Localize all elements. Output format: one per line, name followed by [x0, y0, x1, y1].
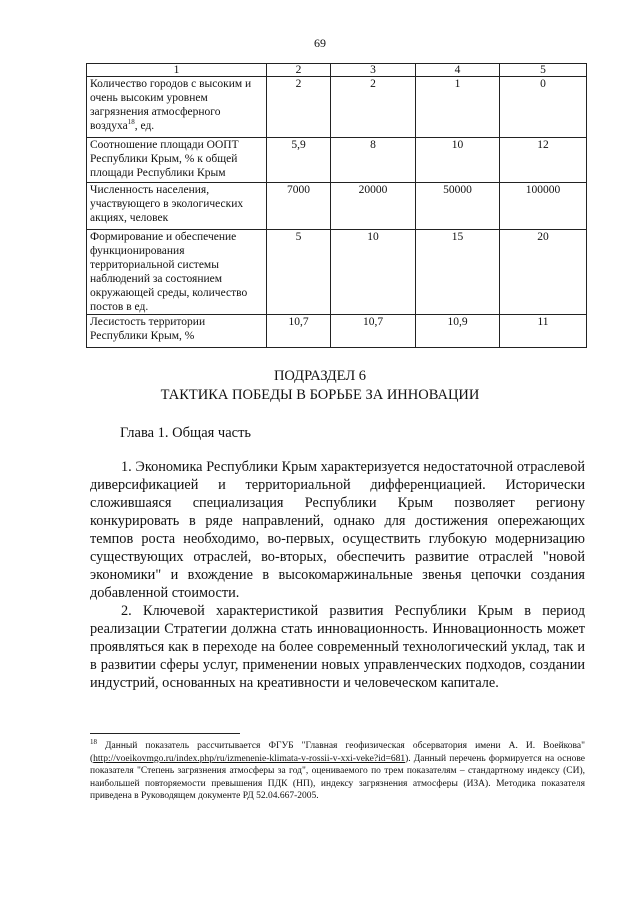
table-cell: 10	[416, 138, 500, 183]
table-cell: 10,9	[416, 315, 500, 348]
table-cell: 11	[500, 315, 587, 348]
table-header-cell: 2	[267, 64, 331, 77]
footnote-link[interactable]: http://voeikovmgo.ru/index.php/ru/izmenenie-klimata-v-rossii-v-xxi-veke?id=681	[93, 753, 406, 764]
chapter-title: Глава 1. Общая часть	[120, 425, 252, 441]
footnote-ref: 18	[127, 118, 135, 127]
table-cell: 10	[331, 230, 416, 315]
footnote-divider	[90, 733, 240, 734]
table-cell: 20	[500, 230, 587, 315]
row-label-text: Количество городов с высоким и очень высоким уровнем загрязнения атмосферного воздуха	[90, 78, 252, 132]
table-cell: 2	[267, 77, 331, 138]
table-header-cell: 3	[331, 64, 416, 77]
table-cell: 15	[416, 230, 500, 315]
table-cell: 7000	[267, 183, 331, 230]
row-label-tail: , ед.	[134, 120, 155, 132]
row-label	[87, 77, 267, 138]
table-cell: 5	[267, 230, 331, 315]
indicators-table	[86, 63, 587, 348]
table-header-row	[87, 64, 587, 77]
table-row	[87, 183, 587, 230]
table-header-cell: 1	[87, 64, 267, 77]
table-header-cell: 4	[416, 64, 500, 77]
table-header-cell: 5	[500, 64, 587, 77]
page-number: 69	[314, 36, 326, 50]
footnote-text-tail: ). Данный перечень формируется на основе показателя "Степень загрязнения атмосферы за год", оцениваемого по трем показателям – стандартному индексу (СИ), наибольшей повторяемости превышения ПДК (НП), индексу загрязнения атмосферы (ИЗА). Методика показателя приведена в Руководящем документе РД 52.04.667-2005.	[90, 753, 585, 801]
footnote-mark: 18	[90, 737, 97, 746]
footnote	[90, 737, 585, 803]
footnote-text: Данный показатель рассчитывается ФГУБ "Главная геофизическая обсерватория имени А. И. Воейкова" (	[90, 741, 585, 764]
table-cell: 100000	[500, 183, 587, 230]
row-label: Соотношение площади ООПТ Республики Крым, % к общей площади Республики Крым	[87, 138, 267, 183]
section-title: ТАКТИКА ПОБЕДЫ В БОРЬБЕ ЗА ИННОВАЦИИ	[160, 387, 480, 403]
table-cell: 1	[416, 77, 500, 138]
table-row	[87, 230, 587, 315]
table-cell: 10,7	[267, 315, 331, 348]
row-label: Лесистость территории Республики Крым, %	[87, 315, 267, 348]
table-cell: 2	[331, 77, 416, 138]
table-cell: 20000	[331, 183, 416, 230]
row-label: Численность населения, участвующего в экологических акциях, человек	[87, 183, 267, 230]
subsection-label: ПОДРАЗДЕЛ 6	[273, 368, 367, 384]
table-cell: 8	[331, 138, 416, 183]
row-label: Формирование и обеспечение функционирования территориальной системы наблюдений за состоянием окружающей среды, количество постов в ед.	[87, 230, 267, 315]
table-row	[87, 315, 587, 348]
table-cell: 5,9	[267, 138, 331, 183]
table-cell: 50000	[416, 183, 500, 230]
table-cell: 12	[500, 138, 587, 183]
paragraph: 1. Экономика Республики Крым характеризуется недостаточной отраслевой диверсификацией и территориальной дифференциацией. Исторически сложившаяся специализация Республики Крым позволяет региону конкурировать в ряде направлений, однако для достижения опережающих темпов роста необходимо, во-первых, осуществить глубокую модернизацию существующих отраслей, во-вторых, обеспечить развитие отраслей "новой экономики" и вхождение в высокомаржинальные звенья цепочки создания добавленной стоимости.	[90, 459, 585, 601]
table-row	[87, 77, 587, 138]
table-cell: 0	[500, 77, 587, 138]
table-cell: 10,7	[331, 315, 416, 348]
paragraph: 2. Ключевой характеристикой развития Республики Крым в период реализации Стратегии должна стать инновационность. Инновационность может проявляться как в переходе на более современный технологический уклад, так и в развитии сферы услуг, применении новых управленческих подходов, создании индустрий, основанных на креативности и человеческом капитале.	[90, 603, 585, 691]
table-row	[87, 138, 587, 183]
